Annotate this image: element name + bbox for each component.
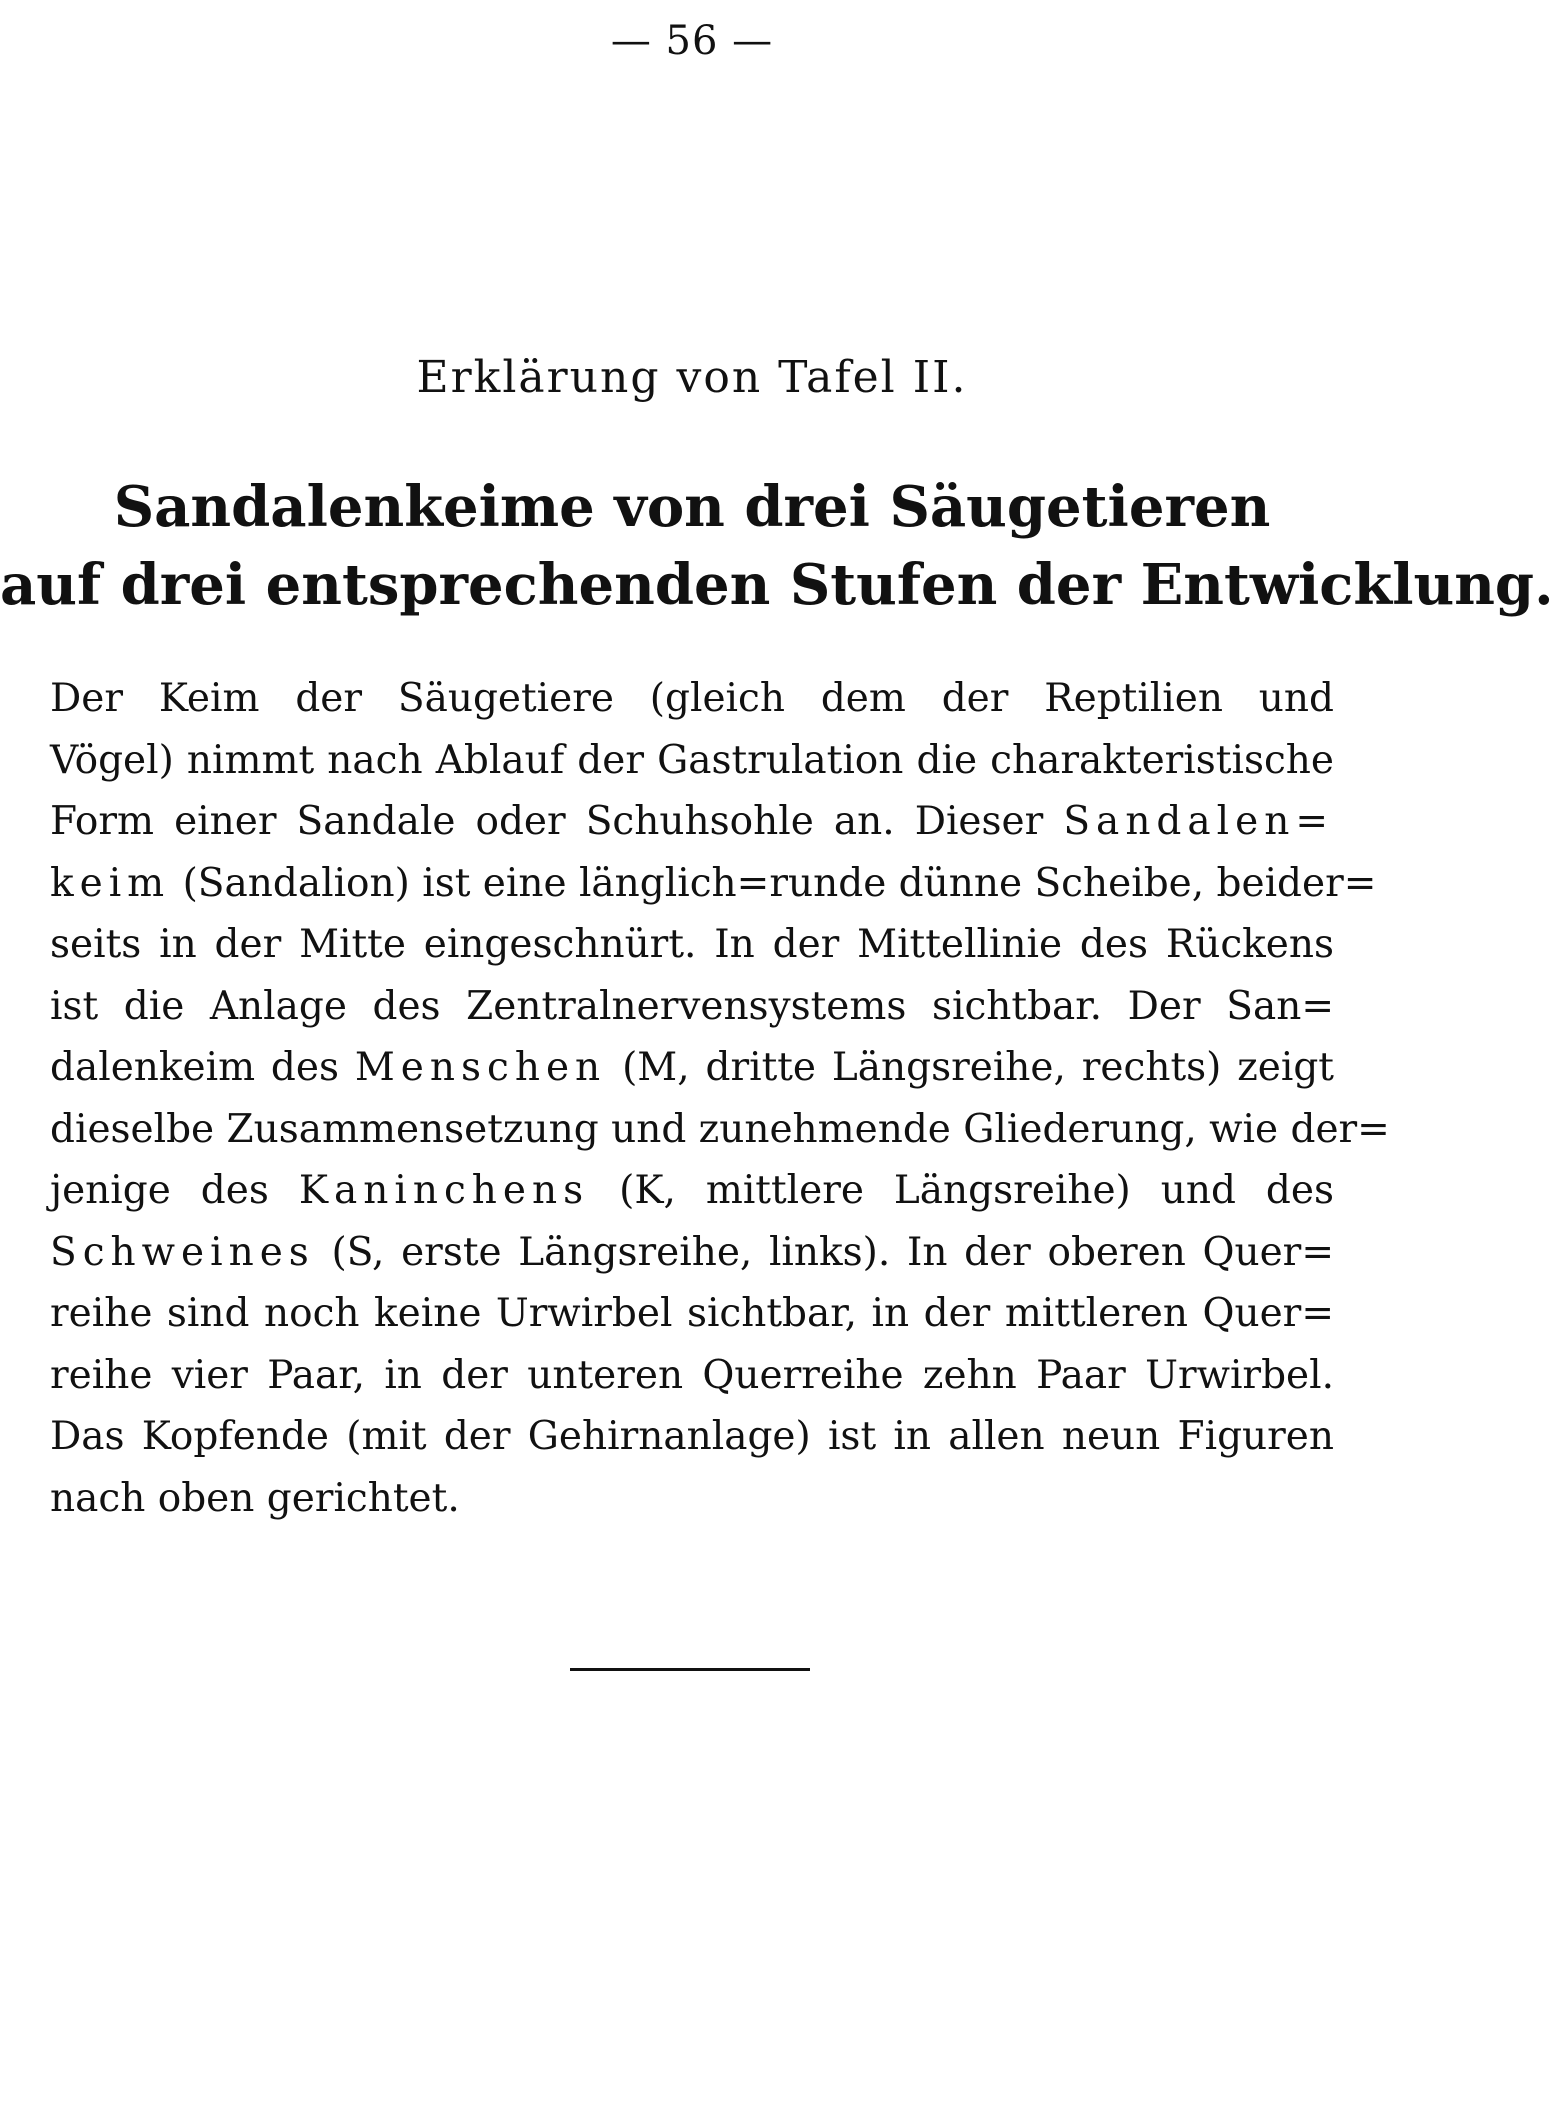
paragraph-line-5: seits in der Mitte eingeschnürt. In der Mittellinie des Rückens [50,922,1334,967]
paragraph-line-13: Das Kopfende (mit der Gehirnanlage) ist in allen neun Figuren [50,1414,1334,1459]
paragraph-line-4-text: (Sandalion) ist eine länglich=runde dünne Scheibe, beider= [182,860,1377,906]
paragraph-line-8: dieselbe Zusammensetzung und zunehmende Gliederung, wie der= [50,1106,1390,1152]
body-paragraph [50,668,1390,1529]
emphasis-sandalenkeim: Sandalen= [1063,799,1334,844]
section-title: Erklärung von Tafel II. [416,352,968,403]
main-title [0,468,1554,624]
paragraph-line-7-text-a: dalenkeim des [50,1045,339,1090]
paragraph-line-3 [50,791,1334,853]
emphasis-menschen: Menschen [354,1045,607,1090]
paragraph-line-7-text-c: (M, dritte Längsreihe, rechts) zeigt [622,1045,1334,1090]
emphasis-kaninchens: Kaninchens [298,1168,590,1213]
paragraph-line-4 [50,853,1377,915]
paragraph-line-7 [50,1037,1334,1099]
paragraph-line-1: Der Keim der Säugetiere (gleich dem der Reptilien und [50,676,1334,721]
paragraph-line-9-text-a: jenige des [50,1168,269,1213]
paragraph-line-3-text: Form einer Sandale oder Schuhsohle an. Dieser [50,799,1044,844]
paragraph-line-9-text-c: (K, mittlere Längsreihe) und des [619,1168,1334,1213]
paragraph-line-9 [50,1160,1334,1222]
page-number: — 56 — [610,18,774,64]
main-title-line-2: auf drei entsprechenden Stufen der Entwicklung. [0,552,1554,618]
section-divider [570,1668,810,1671]
paragraph-line-10-text: (S, erste Längsreihe, links). In der oberen Quer= [331,1229,1334,1275]
paragraph-line-2: Vögel) nimmt nach Ablauf der Gastrulation die charakteristische [50,737,1334,783]
paragraph-line-12: reihe vier Paar, in der unteren Querreihe zehn Paar Urwirbel. [50,1352,1334,1398]
paragraph-line-10 [50,1222,1334,1284]
main-title-line-1: Sandalenkeime von drei Säugetieren [113,474,1271,540]
paragraph-line-6: ist die Anlage des Zentralnervensystems sichtbar. Der San= [50,983,1334,1029]
paragraph-line-14: nach oben gerichtet. [50,1475,460,1521]
paragraph-line-11: reihe sind noch keine Urwirbel sichtbar, in der mittleren Quer= [50,1291,1334,1336]
emphasis-keim: keim [50,860,171,906]
emphasis-schweines: Schweines [50,1229,315,1275]
